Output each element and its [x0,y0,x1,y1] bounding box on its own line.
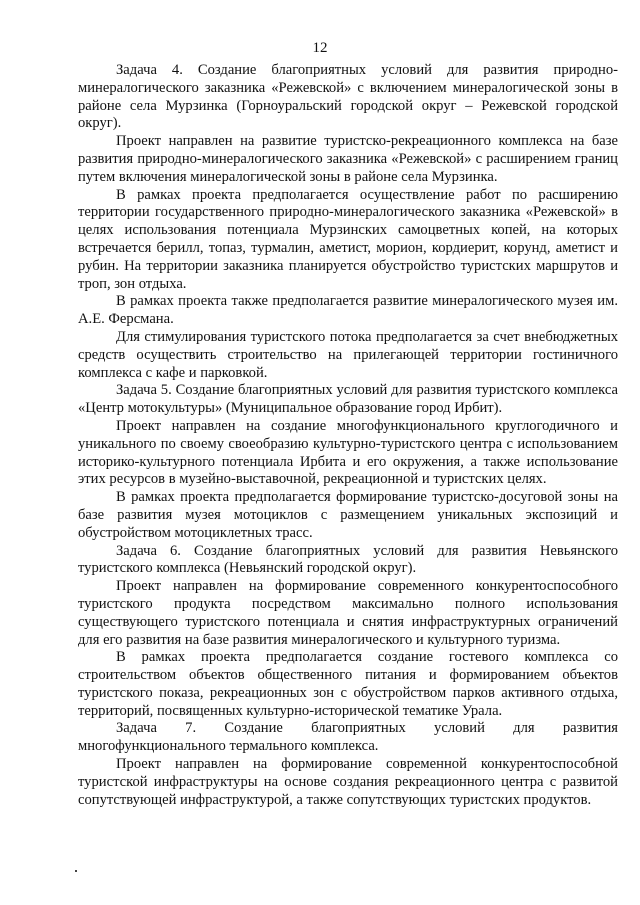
scan-speck [75,870,77,872]
paragraph-task-7: Задача 7. Создание благоприятных условий для развития многофункционального термального комплекса. [78,720,618,755]
paragraph: В рамках проекта предполагается создание гостевого комплекса со строительством объектов общественного питания и формированием объектов туристского показа, рекреационных зон с обустройством парков активного отдыха, территорий, посвященных культурно-исторической тематике Урала. [78,649,618,719]
paragraph-task-4: Задача 4. Создание благоприятных условий для развития природно-минералогического заказника «Режевской» с включением минералогической зоны в районе села Мурзинка (Горноуральский городской округ – Режевской городской округ). [78,62,618,132]
paragraph: В рамках проекта также предполагается развитие минералогического музея им. А.Е. Ферсмана. [78,293,618,328]
page-number: 12 [312,40,328,56]
paragraph: Проект направлен на создание многофункционального круглогодичного и уникального по своему своеобразию культурно-туристского центра с использованием историко-культурного потенциала Ирбита и его окружения, а также использование этих ресурсов в музейно-выставочной, рекреационной и туристских целях. [78,417,618,488]
paragraph: В рамках проекта предполагается осуществление работ по расширению территории государственного природно-минералогического заказника «Режевской» в целях использования потенциала Мурзинских самоцветных копей, на которых встречается берилл, топаз, турмалин, аметист, морион, кордиерит, корунд, аметист и рубин. На территории заказника планируется обустройство туристских маршрутов и троп, зон отдыха. [78,186,618,292]
paragraph: Проект направлен на формирование современного конкурентоспособного туристского продукта посредством максимально полного использования существующего туристского потенциала и снятия инфраструктурных ограничений для его развития на базе развития минералогического и культурного туризма. [78,578,618,648]
paragraph: Для стимулирования туристского потока предполагается за счет внебюджетных средств осуществить строительство на прилегающей территории гостиничного комплекса с кафе и парковкой. [78,328,618,381]
paragraph: Проект направлен на развитие туристско-рекреационного комплекса на базе развития природно-минералогического заказника «Режевской» с расширением границ путем включения минералогической зоны в районе села Мурзинка. [78,133,618,185]
paragraph: Проект направлен на формирование современной конкурентоспособной туристской инфраструктуры на основе создания рекреационного центра с развитой сопутствующей инфраструктурой, а также сопутствующих туристских продуктов. [78,756,618,808]
paragraph-task-6: Задача 6. Создание благоприятных условий для развития Невьянского туристского комплекса (Невьянский городской округ). [78,542,618,577]
paragraph-task-5: Задача 5. Создание благоприятных условий для развития туристского комплекса «Центр мотокультуры» (Муниципальное образование город Ирбит). [78,382,618,417]
document-body [78,62,618,809]
paragraph: В рамках проекта предполагается формирование туристско-досуговой зоны на базе развития музея мотоциклов с размещением уникальных экспозиций и обустройством мотоциклетных трасс. [78,489,618,541]
